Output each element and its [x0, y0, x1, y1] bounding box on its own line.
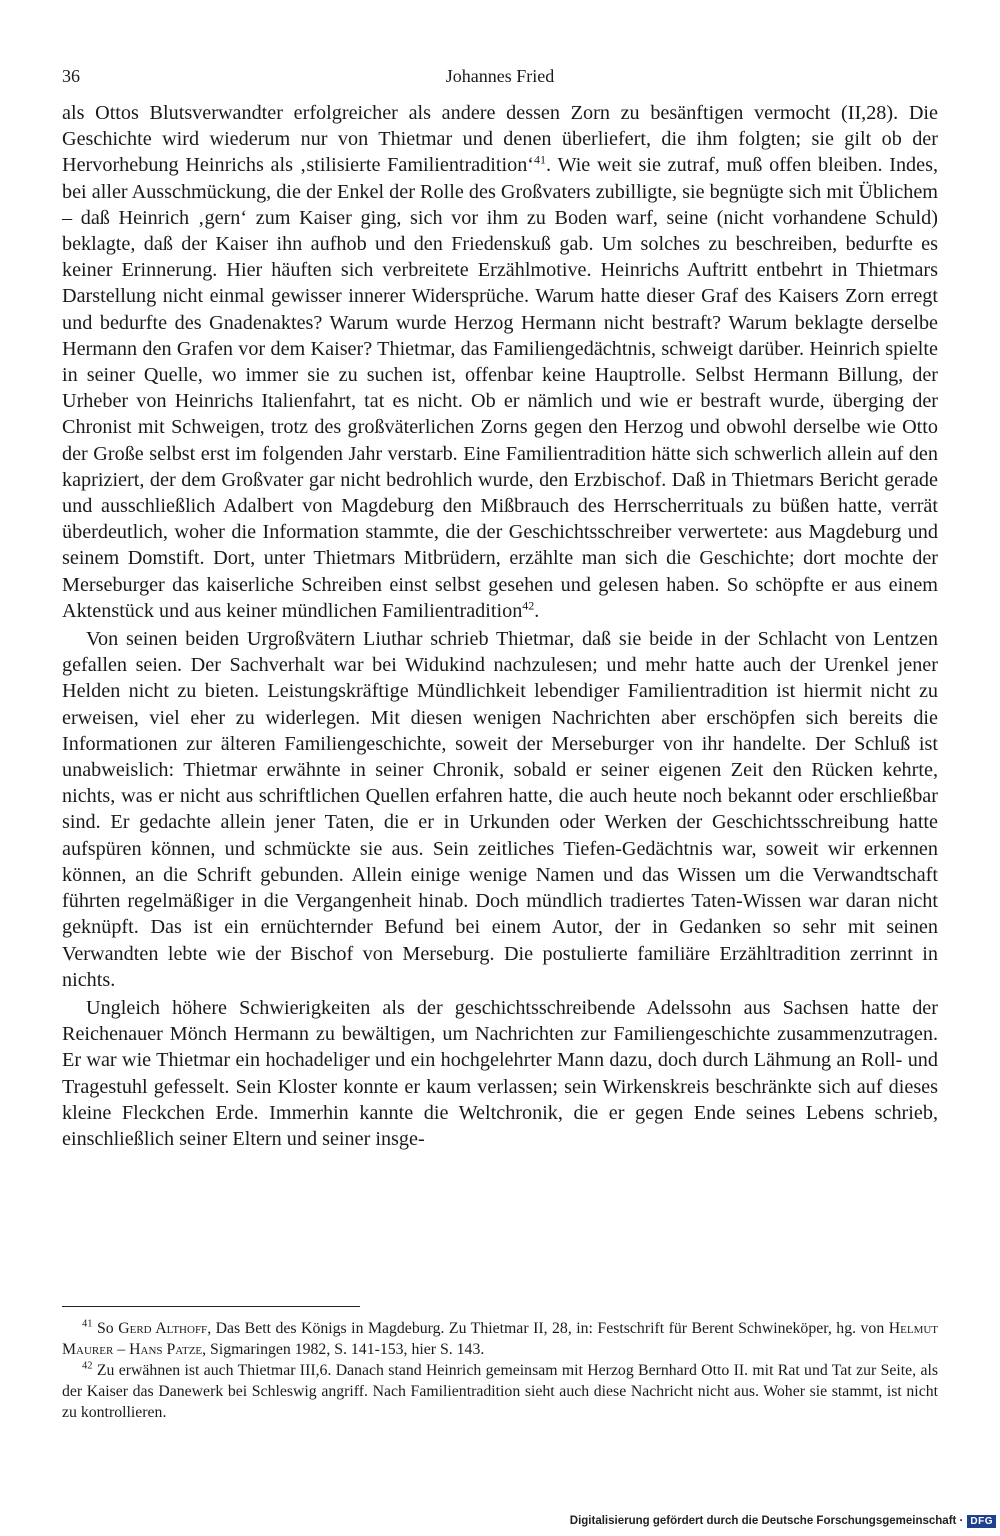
page-header — [62, 66, 938, 96]
footnote-text: So — [97, 1320, 119, 1337]
footnote-author: Gerd Althoff — [118, 1320, 208, 1337]
footnote — [62, 1318, 938, 1360]
body-text — [62, 100, 938, 1152]
paragraph-text: . — [534, 599, 540, 622]
footnote-text: Zu erwähnen ist auch Thietmar III,6. Danach stand Heinrich gemeinsam mit Herzog Bernhard Otto II. mit Rat und Tat zur Seite, als der Kaiser das Danewerk bei Schleswig angriff. Nach Familientradition sieht auch diese Nachricht nicht aus. Woher sie stammt, ist nicht zu kontrollieren. — [62, 1362, 938, 1421]
footnote-separator — [62, 1306, 360, 1307]
footnote-number: 42 — [82, 1360, 93, 1372]
dfg-logo-icon: DFG — [967, 1515, 996, 1528]
footnote — [62, 1360, 938, 1423]
footnote-number: 41 — [82, 1318, 93, 1330]
page-number: 36 — [62, 66, 80, 86]
paragraph-text: . Wie weit sie zutraf, muß offen bleiben. Indes, bei aller Ausschmückung, die der Enkel der Rolle des Großvaters zubilligte, sie begnügte sich mit Üblichem – daß Heinrich ‚gern‘ zum Kaiser ging, sich vor ihm zu Boden warf, seine (nicht vorhandene Schuld) beklagte, daß der Kaiser ihn aufhob und den Friedenskuß gab. Um solches zu beschreiben, bedurfte es keiner Erinnerung. Hier häuften sich verbreitete Erzählmotive. Heinrichs Auftritt entbehrt in Thietmars Darstellung nicht einmal gewisser innerer Widersprüche. Warum hatte dieser Graf des Kaisers Zorn erregt und bedurfte des Gnadenaktes? Warum wurde Herzog Hermann nicht bestraft? Warum beklagte derselbe Hermann den Grafen vor dem Kaiser? Thietmar, das Familiengedächtnis, schweigt darüber. Heinrich spielte in seiner Quelle, wo immer sie zu suchen ist, offenbar keine Hauptrolle. Selbst Hermann Billung, der Urheber von Heinrichs Italienfahrt, tat es nicht. Ob er nämlich und wie er bestraft wurde, überging der Chronist mit Schweigen, trotz des großväterlichen Zorns gegen den Herzog und obwohl derselbe wie Otto der Große selbst erst im folgenden Jahr verstarb. Eine Familientradition hätte sich schwerlich allein auf den kapriziert, der dem Großvater gar nicht bedrohlich wurde, den Erzbischof. Daß in Thietmars Bericht gerade und ausschließlich Adalbert von Magdeburg den Mißbrauch des Herrscherrituals zu büßen hatte, verrät überdeutlich, woher die Information stammte, die der Geschichtsschreiber verwertete: aus Magdeburg und seinem Domstift. Dort, unter Thietmars Mitbrüdern, erzählte man sich die Geschichte; dort mochte der Merseburger das kaiserliche Schreiben einst selbst gesehen und gelesen haben. So schöpfte er aus einem Aktenstück und aus keiner mündlichen Familientradition — [62, 154, 938, 622]
footnote-ref[interactable]: 41 — [534, 152, 547, 167]
paragraph-text: als Ottos Blutsverwandter erfolgreicher als andere dessen Zorn zu besänftigen vermocht (II,28). Die Geschichte wird wiederum nur von Thietmar und denen überliefert, die ihm folgten; sie gilt ob der Hervorhebung Heinrichs als ‚stilisierte Familientradition‘ — [62, 102, 938, 177]
footnote-editors: Helmut Maurer – Hans Patze — [62, 1320, 939, 1358]
paragraph: Von seinen beiden Urgroßvätern Liuthar schrieb Thietmar, daß sie beide in der Schlacht von Lentzen gefallen seien. Der Sachverhalt war bei Widukind nachzulesen; und mehr hatte auch der Urenkel jener Helden nicht zu bieten. Leistungskräftige Mündlichkeit lebendiger Familientradition ist hiermit nicht zu erweisen, viel eher zu widerlegen. Mit diesen wenigen Nachrichten aber erschöpfen sich bereits die Informationen zur älteren Familiengeschichte, soweit der Merseburger von ihr handelte. Der Schluß ist unabweislich: Thietmar erwähnte in seiner Chronik, sobald er seiner eigenen Zeit den Rücken kehrte, nichts, was er nicht aus schriftlichen Quellen erfahren hatte, die auch heute noch bekannt oder erschließbar sind. Er gedachte allein jener Taten, die er in Urkunden oder Werken der Geschichtsschreibung hatte aufspüren können, und schmückte sie aus. Sein zeitliches Tiefen-Gedächtnis war, soweit wir erkennen können, an die Schrift gebunden. Allein einige wenige Namen und das Wissen um die Verwandtschaft führten regelmäßiger in die Vergangenheit hinab. Doch mündlich tradiertes Taten-Wissen war daran nicht geknüpft. Das ist ein ernüchternder Befund bei einem Autor, der in Gedanken so sehr mit seinen Verwandten lebte wie der Bischof von Merseburg. Die postulierte familiäre Erzähltradition zerrinnt in nichts. — [62, 628, 938, 991]
footnote-text: , Das Bett des Königs in Magdeburg. Zu Thietmar II, 28, in: Festschrift für Berent Schwineköper, hg. von — [207, 1320, 889, 1337]
footnotes — [62, 1318, 938, 1423]
paragraph — [62, 100, 938, 624]
footnote-ref[interactable]: 42 — [522, 598, 535, 613]
footnote-text: , Sigmaringen 1982, S. 141-153, hier S. 143. — [202, 1341, 485, 1358]
paragraph: Ungleich höhere Schwierigkeiten als der geschichtsschreibende Adelssohn aus Sachsen hatte der Reichenauer Mönch Hermann zu bewältigen, um Nachrichten zur Familiengeschichte zusammenzutragen. Er war wie Thietmar ein hochadeliger und ein hochgelehrter Mann dazu, doch durch Lähmung an Roll- und Tragestuhl gefesselt. Sein Kloster konnte er kaum verlassen; sein Wirkenskreis beschränkte sich auf dieses kleine Fleckchen Erde. Immerhin kannte die Weltchronik, die er gegen Ende seines Lebens schrieb, einschließlich seiner Eltern und seiner insge- — [62, 996, 938, 1150]
running-head: Johannes Fried — [445, 66, 555, 86]
digitization-credit — [570, 1512, 996, 1530]
credit-text: Digitalisierung gefördert durch die Deutsche Forschungsgemeinschaft · — [569, 1515, 964, 1527]
